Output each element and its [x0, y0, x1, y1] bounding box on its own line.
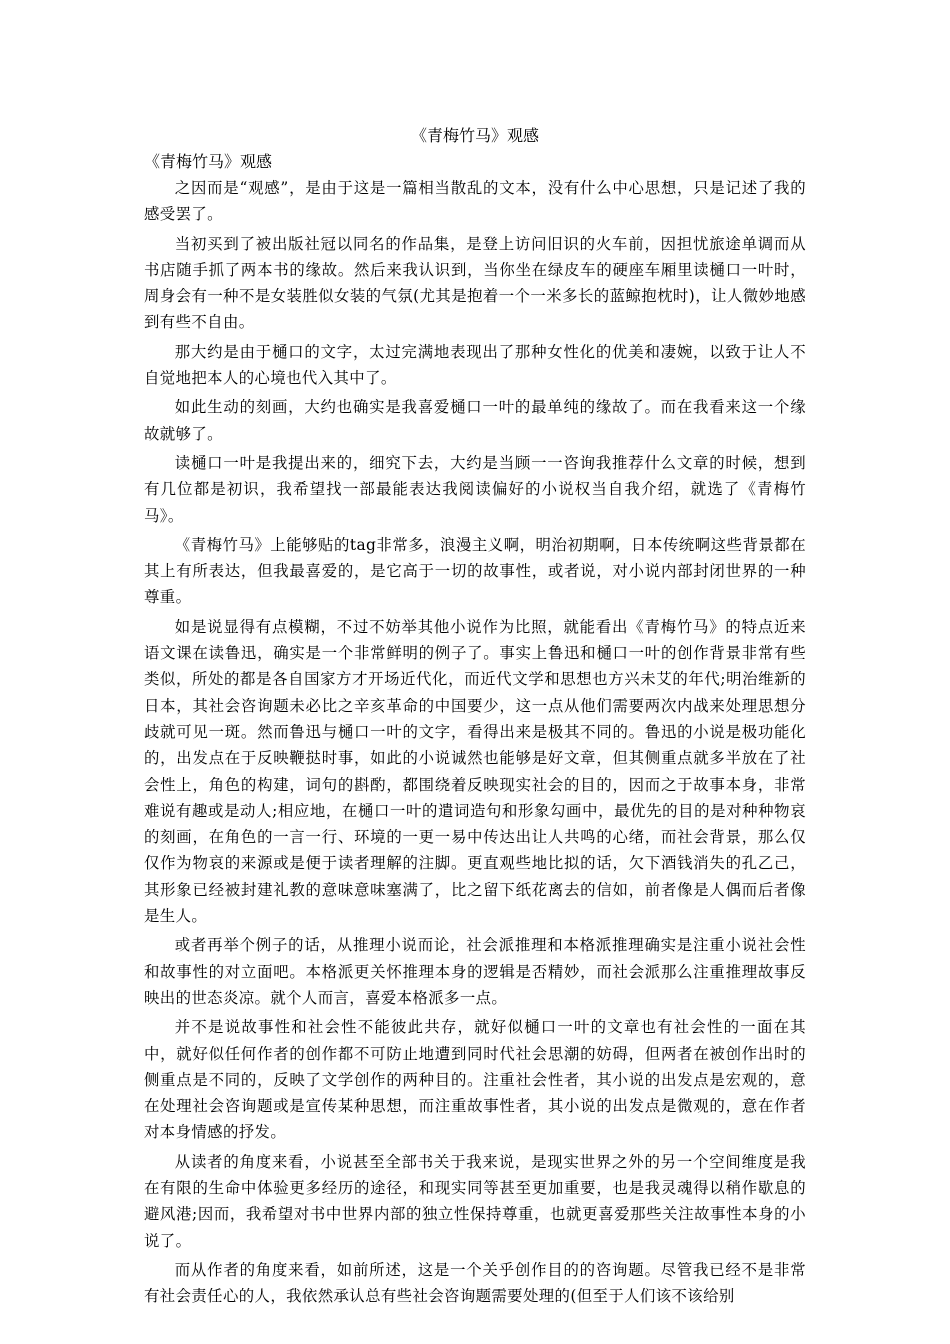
paragraph: 读樋口一叶是我提出来的，细究下去，大约是当顾一一咨询我推荐什么文章的时候，想到有几位都是初识，我希望找一部最能表达我阅读偏好的小说权当自我介绍，就选了《青梅竹马》。: [144, 453, 806, 525]
document-page: [144, 125, 806, 1312]
paragraph: 或者再举个例子的话，从推理小说而论，社会派推理和本格派推理确实是注重小说社会性和故事性的对立面吧。本格派更关怀推理本身的逻辑是否精妙，而社会派那么注重推理故事反映出的世态炎凉。就个人而言，喜爱本格派多一点。: [144, 936, 806, 1007]
paragraph: 《青梅竹马》上能够贴的tag非常多，浪漫主义啊，明治初期啊，日本传统啊这些背景都在其上有所表达，但我最喜爱的，是它高于一切的故事性，或者说，对小说内部封闭世界的一种尊重。: [144, 535, 806, 607]
paragraph: 如此生动的刻画，大约也确实是我喜爱樋口一叶的最单纯的缘故了。而在我看来这一个缘故就够了。: [144, 398, 806, 443]
paragraph: 并不是说故事性和社会性不能彼此共存，就好似樋口一叶的文章也有社会性的一面在其中，就好似任何作者的创作都不可防止地遭到同时代社会思潮的妨碍，但两者在被创作出时的侧重点是不同的，反映了文学创作的两种目的。注重社会性者，其小说的出发点是宏观的，意在处理社会咨询题或是宣传某种思想，而注重故事性者，其小说的出发点是微观的，意在作者对本身情感的抒发。: [144, 1018, 806, 1142]
paragraph: 如是说显得有点模糊，不过不妨举其他小说作为比照，就能看出《青梅竹马》的特点近来语文课在读鲁迅，确实是一个非常鲜明的例子了。事实上鲁迅和樋口一叶的创作背景非常有些类似，所处的都是各自国家方才开场近代化，而近代文学和思想也方兴未艾的年代;明治维新的日本，其社会咨询题未必比之辛亥革命的中国要少，这一点从他们需要两次内战来处理思想分歧就可见一斑。然而鲁迅与樋口一叶的文字，看得出来是极其不同的。鲁迅的小说是极功能化的，出发点在于反映鞭挞时事，如此的小说诚然也能够是好文章，但其侧重点就多半放在了社会性上，角色的构建，词句的斟酌，都围绕着反映现实社会的目的，因而之于故事本身，非常难说有趣或是动人;相应地，在樋口一叶的遣词造句和形象勾画中，最优先的目的是对种种物哀的刻画，在角色的一言一行、环境的一更一易中传达出让人共鸣的心绪，而社会背景，那么仅仅作为物哀的来源或是便于读者理解的注脚。更直观些地比拟的话，欠下酒钱消失的孔乙己，其形象已经被封建礼教的意味意味塞满了，比之留下纸花离去的信如，前者像是人偶而后者像是生人。: [144, 617, 806, 926]
paragraph: 当初买到了被出版社冠以同名的作品集，是登上访问旧识的火车前，因担忧旅途单调而从书店随手抓了两本书的缘故。然后来我认识到，当你坐在绿皮车的硬座车厢里读樋口一叶时，周身会有一种不是女装胜似女装的气氛(尤其是抱着一个一米多长的蓝鲸抱枕时)，让人微妙地感到有些不自由。: [144, 234, 806, 332]
document-subtitle: 《青梅竹马》观感: [144, 152, 273, 171]
document-title: 《青梅竹马》观感: [410, 126, 539, 145]
paragraph: 而从作者的角度来看，如前所述，这是一个关乎创作目的的咨询题。尽管我已经不是非常有社会责任心的人，我依然承认总有些社会咨询题需要处理的(但至于人们该不该给别: [144, 1260, 806, 1306]
paragraph: 之因而是“观感”，是由于这是一篇相当散乱的文本，没有什么中心思想，只是记述了我的感受罢了。: [144, 179, 806, 224]
paragraph: 那大约是由于樋口的文字，太过完满地表现出了那种女性化的优美和凄婉，以致于让人不自觉地把本人的心境也代入其中了。: [144, 342, 806, 388]
paragraph: 从读者的角度来看，小说甚至全部书关于我来说，是现实世界之外的另一个空间维度是我在有限的生命中体验更多经历的途径，和现实同等甚至更加重要，也是我灵魂得以稍作歇息的避风港;因而，我希望对书中世界内部的独立性保持尊重，也就更喜爱那些关注故事性本身的小说了。: [144, 1152, 806, 1250]
